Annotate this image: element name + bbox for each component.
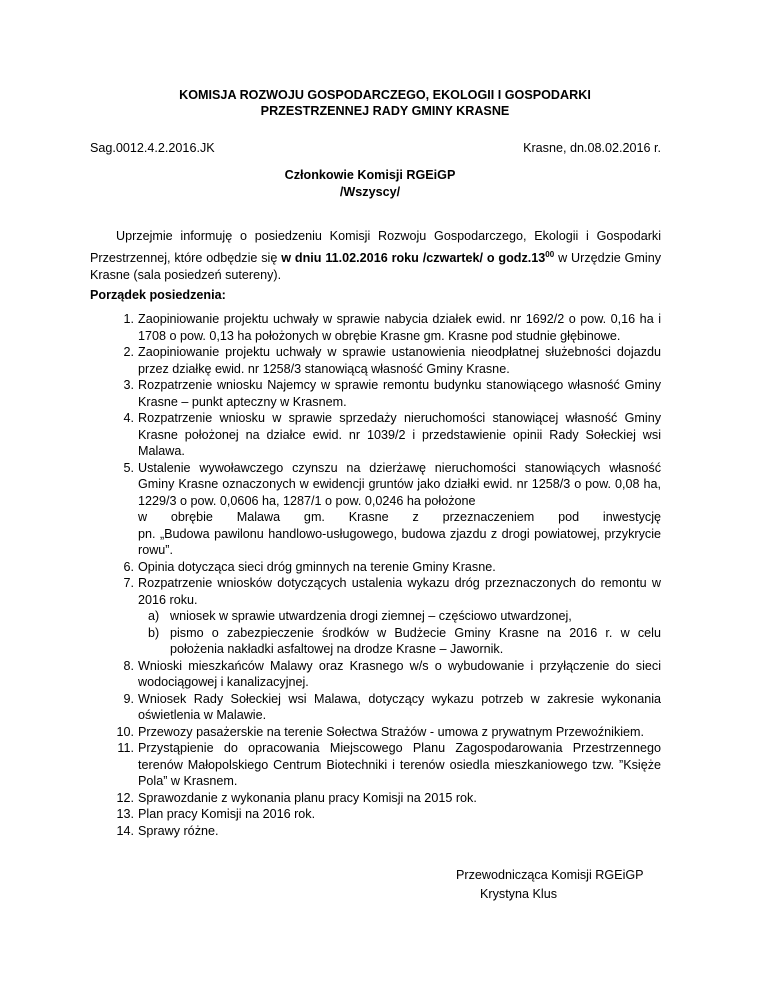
agenda-item-text: Wnioski mieszkańców Malawy oraz Krasnego w/s o wybudowanie i przyłączenie do sieci wodociągowej i kanalizacyjnej. [138,658,661,689]
agenda-item-number: 2. [123,345,134,359]
agenda-item-text: Zaopiniowanie projektu uchwały w sprawie nabycia działek ewid. nr 1692/2 o pow. 0,16 ha i 1708 o pow. 0,13 ha położonych w obrębie Krasne gm. Krasne pod studnie głębinowe. [138,312,661,343]
agenda-item [90,559,661,576]
agenda-item-number: 13. [116,807,134,821]
agenda-item-text: Rozpatrzenie wniosków dotyczących ustalenia wykazu dróg przeznaczonych do remontu w 2016 roku. [138,576,661,607]
agenda-subitem-label: b) [148,625,160,640]
signature-role: Przewodnicząca Komisji RGEiGP [456,868,644,882]
agenda-subitem [90,625,661,658]
intro-time-minutes: 00 [545,249,555,259]
recipients-line-2: /Wszyscy/ [339,185,401,199]
recipients-line-1: Członkowie Komisji RGEiGP [284,168,456,182]
agenda-item-number: 14. [116,823,134,838]
intro-bold-text: w dniu 11.02.2016 roku /czwartek/ o godz.13 [281,250,546,265]
agenda-item [90,344,661,377]
agenda-item-text: Rozpatrzenie wniosku w sprawie sprzedaży nieruchomości stanowiącej własność Gminy Krasne położonej na działce ewid. nr 1039/2 i przedstawienie opinii Rady Sołeckiej wsi Malawa. [138,411,661,458]
agenda-item-text: Wniosek Rady Sołeckiej wsi Malawa, dotyczący wykazu potrzeb w zakresie wykonania oświetlenia w Malawie. [138,691,661,722]
agenda-item-number: 9. [123,691,134,706]
agenda-list [90,311,661,839]
agenda-item [90,806,661,823]
agenda-item-number: 11. [117,741,134,755]
header-line-1: KOMISJA ROZWOJU GOSPODARCZEGO, EKOLOGII I GOSPODARKI [179,88,591,102]
agenda-item-text: Opinia dotycząca sieci dróg gminnych na terenie Gminy Krasne. [138,559,496,574]
agenda-item [90,790,661,807]
agenda-item-text-part-b: w obrębie Malawa gm. Krasne z przeznaczeniem pod inwestycję [138,510,661,524]
agenda-subitem [90,608,661,625]
intro-paragraph [90,228,661,285]
agenda-item-text: Sprawozdanie z wykonania planu pracy Komisji na 2015 rok. [138,790,477,805]
agenda-item [90,410,661,460]
reference-number: Sag.0012.4.2.2016.JK [90,141,215,155]
agenda-item-number: 3. [123,378,134,392]
agenda-item-text-part-c: pn. „Budowa pawilonu handlowo-usługowego, budowa zjazdu z drogi powiatowej, przykrycie rowu”. [138,526,661,557]
agenda-item-text: Plan pracy Komisji na 2016 rok. [138,807,316,821]
agenda-item-number: 7. [123,576,134,590]
intro-meeting-date [281,251,554,265]
agenda-item-number: 12. [116,790,134,805]
agenda-item-text [138,460,661,559]
agenda-item [90,740,661,790]
agenda-subitem-text: wniosek w sprawie utwardzenia drogi ziemnej – częściowo utwardzonej, [170,609,572,623]
agenda-item-text: Przewozy pasażerskie na terenie Sołectwa Strażów - umowa z prywatnym Przewoźnikiem. [138,724,645,739]
document-header [90,87,680,119]
agenda-item [90,823,661,840]
agenda-item [90,377,661,410]
agenda-item [90,691,661,724]
agenda-item [90,311,661,344]
agenda-item-number: 6. [123,559,134,574]
agenda-heading: Porządek posiedzenia: [90,288,226,302]
agenda-item [90,724,661,741]
agenda-item-number: 10. [116,724,134,739]
header-line-2: PRZESTRZENNEJ RADY GMINY KRASNE [260,104,510,118]
agenda-item-number: 8. [123,658,134,673]
agenda-item-text-part-a: Ustalenie wywoławczego czynszu na dzierżawę nieruchomości stanowiących własność Gminy Krasne oznaczonych w ewidencji gruntów jako działki ewid. nr 1258/3 o pow. 0,08 ha, 1229/3 o pow. 0,0606 ha, 1287/1 o pow. 0,0246 ha położone [138,460,661,508]
agenda-item-text: Rozpatrzenie wniosku Najemcy w sprawie remontu budynku stanowiącego własność Gminy Krasne – punkt apteczny w Krasnem. [138,378,661,409]
agenda-item-text: Sprawy różne. [138,823,219,838]
place-date: Krasne, dn.08.02.2016 r. [523,141,661,155]
signature-block [456,866,676,904]
agenda-item-number: 4. [123,411,134,425]
agenda-item-number: 1. [123,312,134,326]
signature-name: Krystyna Klus [480,887,557,901]
agenda-item [90,575,661,658]
agenda-item-number: 5. [123,460,134,475]
agenda-item [90,460,661,559]
intro-text-b: w Urzędzie Gminy Krasne (sala posiedzeń sutereny). [90,250,662,283]
recipients [90,167,650,201]
agenda-item-text: Przystąpienie do opracowania Miejscowego Planu Zagospodarowania Przestrzennego terenów Małopolskiego Centrum Biotechniki i terenów osiedla mieszkaniowego tzw. ”Księże Pola” w Krasnem. [138,741,661,788]
agenda-subitem-label: a) [148,609,160,623]
agenda-subitem-text: pismo o zabezpieczenie środków w Budżecie Gminy Krasne na 2016 r. w celu położenia nakładki asfaltowej na drodze Krasne – Jawornik. [170,625,661,656]
agenda-item [90,658,661,691]
intro-text-a: Uprzejmie informuję o posiedzeniu Komisji Rozwoju Gospodarczego, Ekologii i Gospodarki Przestrzennej, które odbędzie się [90,229,661,265]
agenda-sublist [90,608,661,658]
agenda-item-text: Zaopiniowanie projektu uchwały w sprawie ustanowienia nieodpłatnej służebności dojazdu przez działkę ewid. nr 1258/3 stanowiącą własność Gminy Krasne. [138,345,661,376]
